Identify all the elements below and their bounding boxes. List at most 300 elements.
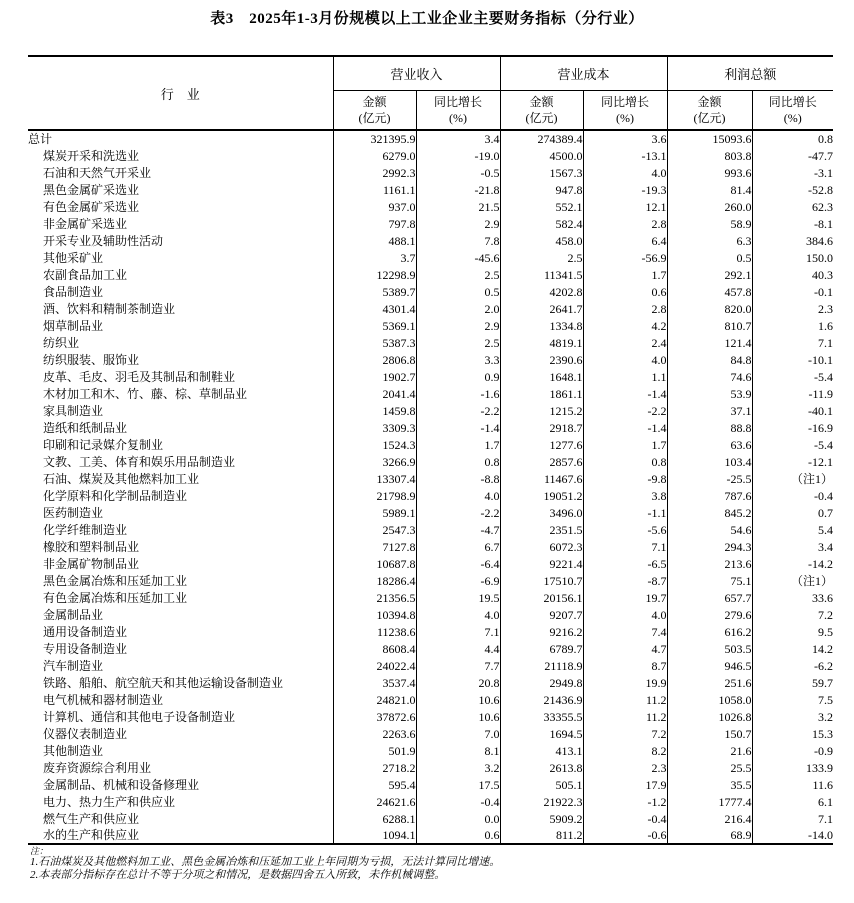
value-cell: 2.5 [416,334,500,351]
value-cell: 11341.5 [500,266,583,283]
table-row [28,249,833,266]
value-cell: 19.9 [583,674,667,691]
industry-name: 酒、饮料和精制茶制造业 [43,301,176,316]
industry-name: 通用设备制造业 [43,624,128,639]
value-cell: -3.1 [752,164,833,181]
value-cell: -2.2 [416,402,500,419]
value-cell: 582.4 [500,215,583,232]
industry-name: 纺织业 [43,335,80,350]
value-cell: -21.8 [416,181,500,198]
value-cell: 2613.8 [500,759,583,776]
value-cell: 3.3 [416,351,500,368]
group-header-total-profit: 利润总额 [667,56,833,91]
table-row [28,504,833,521]
value-cell: 294.3 [667,538,752,555]
table-header [28,56,833,130]
value-cell: -40.1 [752,402,833,419]
table-body [28,130,833,844]
value-cell: 7.5 [752,691,833,708]
value-cell: -5.4 [752,368,833,385]
value-cell: 552.1 [500,198,583,215]
growth-label: 同比增长 [768,95,817,109]
value-cell: 6.3 [667,232,752,249]
industry-name: 家具制造业 [43,403,104,418]
value-cell: -11.9 [752,385,833,402]
cost-amount-header [500,91,583,131]
industry-name: 皮革、毛皮、羽毛及其制品和制鞋业 [43,369,236,384]
value-cell: 24022.4 [333,657,416,674]
value-cell: 657.7 [667,589,752,606]
industry-name: 废弃资源综合利用业 [43,760,152,775]
table-row [28,317,833,334]
value-cell: 7.7 [416,657,500,674]
value-cell: 2041.4 [333,385,416,402]
industry-name: 烟草制品业 [43,318,104,333]
industry-name: 印刷和记录媒介复制业 [43,437,164,452]
value-cell: -16.9 [752,419,833,436]
value-cell: 3.4 [416,130,500,147]
industry-name: 木材加工和木、竹、藤、棕、草制品业 [43,386,248,401]
value-cell: 1694.5 [500,725,583,742]
value-cell: 1524.3 [333,436,416,453]
value-cell: 11.2 [583,691,667,708]
value-cell: 2.9 [416,317,500,334]
value-cell: 505.1 [500,776,583,793]
value-cell: 15093.6 [667,130,752,147]
value-cell: 7.1 [752,334,833,351]
value-cell: 17.9 [583,776,667,793]
table-row [28,181,833,198]
value-cell: 845.2 [667,504,752,521]
industry-name: 化学原料和化学制品制造业 [43,488,188,503]
value-cell: （注1） [752,470,833,487]
value-cell: 35.5 [667,776,752,793]
industry-column-header: 行 业 [28,56,333,130]
value-cell: 6072.3 [500,538,583,555]
value-cell: -0.9 [752,742,833,759]
table-row [28,793,833,810]
cost-growth-header [583,91,667,131]
value-cell: 6.1 [752,793,833,810]
value-cell: -6.2 [752,657,833,674]
value-cell: 6789.7 [500,640,583,657]
table-row [28,385,833,402]
value-cell: 40.3 [752,266,833,283]
value-cell: 10.6 [416,708,500,725]
table-row [28,215,833,232]
table-row [28,827,833,844]
value-cell: 1902.7 [333,368,416,385]
table-row [28,453,833,470]
value-cell: 213.6 [667,555,752,572]
table-row [28,776,833,793]
value-cell: 0.8 [752,130,833,147]
industry-name: 黑色金属冶炼和压延加工业 [43,573,188,588]
value-cell: 3.7 [333,249,416,266]
value-cell: 33.6 [752,589,833,606]
value-cell: 25.5 [667,759,752,776]
value-cell: 6.4 [583,232,667,249]
value-cell: -1.4 [416,419,500,436]
value-cell: 8.2 [583,742,667,759]
value-cell: 21436.9 [500,691,583,708]
value-cell: 0.7 [752,504,833,521]
value-cell: 84.8 [667,351,752,368]
table-row [28,606,833,623]
value-cell: 0.9 [416,368,500,385]
value-cell: 3266.9 [333,453,416,470]
value-cell: 0.5 [667,249,752,266]
value-cell: 3.8 [583,487,667,504]
value-cell: 9.5 [752,623,833,640]
footnotes [30,846,854,882]
value-cell: -10.1 [752,351,833,368]
value-cell: 1094.1 [333,827,416,844]
value-cell: 10394.8 [333,606,416,623]
value-cell: 993.6 [667,164,752,181]
value-cell: 21118.9 [500,657,583,674]
value-cell: 62.3 [752,198,833,215]
value-cell: 3.2 [416,759,500,776]
value-cell: -4.7 [416,521,500,538]
value-cell: 1648.1 [500,368,583,385]
value-cell: 457.8 [667,283,752,300]
value-cell: 292.1 [667,266,752,283]
value-cell: 3496.0 [500,504,583,521]
growth-unit: (%) [449,111,467,125]
table-row [28,436,833,453]
value-cell: 11467.6 [500,470,583,487]
value-cell: -1.1 [583,504,667,521]
industry-name: 仪器仪表制造业 [43,726,128,741]
value-cell: 4.7 [583,640,667,657]
value-cell: 2351.5 [500,521,583,538]
value-cell: -0.6 [583,827,667,844]
value-cell: 54.6 [667,521,752,538]
footnote-item-2: 2.本表部分指标存在总计不等于分项之和情况，是数据四舍五入所致，未作机械调整。 [30,869,446,881]
table-row [28,419,833,436]
value-cell: 1215.2 [500,402,583,419]
footnotes-label: 注： [30,846,49,856]
value-cell: 2.5 [416,266,500,283]
amount-unit: (亿元) [358,111,391,125]
footnote-item-1: 1.石油煤炭及其他燃料加工业、黑色金属冶炼和压延加工业上年同期为亏损，无法计算同比增速。 [30,856,501,868]
value-cell: -6.4 [416,555,500,572]
value-cell: 2.3 [583,759,667,776]
group-header-operating-revenue: 营业收入 [333,56,500,91]
industry-name: 有色金属冶炼和压延加工业 [43,590,188,605]
financial-indicators-table [28,55,833,845]
value-cell: （注1） [752,572,833,589]
table-row [28,198,833,215]
value-cell: 15.3 [752,725,833,742]
value-cell: 797.8 [333,215,416,232]
revenue-amount-header [333,91,416,131]
value-cell: 1459.8 [333,402,416,419]
value-cell: 4.2 [583,317,667,334]
value-cell: 3309.3 [333,419,416,436]
industry-name: 金属制品业 [43,607,104,622]
value-cell: 2641.7 [500,300,583,317]
growth-unit: (%) [783,111,802,125]
value-cell: 53.9 [667,385,752,402]
value-cell: 4.0 [416,487,500,504]
value-cell: 260.0 [667,198,752,215]
value-cell: 501.9 [333,742,416,759]
value-cell: 2263.6 [333,725,416,742]
industry-name: 铁路、船舶、航空航天和其他运输设备制造业 [43,675,284,690]
revenue-growth-header [416,91,500,131]
value-cell: 7.2 [752,606,833,623]
amount-unit: (亿元) [693,111,726,125]
table-row [28,640,833,657]
value-cell: 2.3 [752,300,833,317]
value-cell: 1.7 [416,436,500,453]
value-cell: 0.8 [416,453,500,470]
value-cell: 2390.6 [500,351,583,368]
value-cell: 2547.3 [333,521,416,538]
value-cell: -1.4 [583,419,667,436]
value-cell: -47.7 [752,147,833,164]
industry-name: 电气机械和器材制造业 [43,692,164,707]
value-cell: 5909.2 [500,810,583,827]
value-cell: 1777.4 [667,793,752,810]
value-cell: -13.1 [583,147,667,164]
value-cell: 7.0 [416,725,500,742]
value-cell: 820.0 [667,300,752,317]
value-cell: 1058.0 [667,691,752,708]
value-cell: 12.1 [583,198,667,215]
value-cell: 274389.4 [500,130,583,147]
value-cell: 2918.7 [500,419,583,436]
value-cell: 4202.8 [500,283,583,300]
value-cell: -2.2 [583,402,667,419]
value-cell: -52.8 [752,181,833,198]
value-cell: 3.4 [752,538,833,555]
value-cell: 2857.6 [500,453,583,470]
value-cell: 1.7 [583,436,667,453]
value-cell: 150.0 [752,249,833,266]
value-cell: 59.7 [752,674,833,691]
industry-name: 非金属矿物制品业 [43,556,140,571]
value-cell: 58.9 [667,215,752,232]
value-cell: 2806.8 [333,351,416,368]
value-cell: 1.6 [752,317,833,334]
value-cell: 1.7 [583,266,667,283]
table-row [28,623,833,640]
industry-name: 食品制造业 [43,284,104,299]
table-row [28,300,833,317]
value-cell: 133.9 [752,759,833,776]
value-cell: -12.1 [752,453,833,470]
value-cell: 11238.6 [333,623,416,640]
table-row [28,555,833,572]
value-cell: 9207.7 [500,606,583,623]
value-cell: 4500.0 [500,147,583,164]
industry-name: 开采专业及辅助性活动 [43,233,164,248]
value-cell: 13307.4 [333,470,416,487]
value-cell: 75.1 [667,572,752,589]
growth-label: 同比增长 [601,95,650,109]
value-cell: 81.4 [667,181,752,198]
value-cell: 1861.1 [500,385,583,402]
amount-label: 金额 [529,95,554,109]
value-cell: 68.9 [667,827,752,844]
industry-name: 煤炭开采和洗选业 [43,148,140,163]
table-row [28,674,833,691]
value-cell: 20156.1 [500,589,583,606]
industry-name: 造纸和纸制品业 [43,420,128,435]
value-cell: -1.6 [416,385,500,402]
industry-name: 计算机、通信和其他电子设备制造业 [43,709,236,724]
table-row [28,708,833,725]
value-cell: 21798.9 [333,487,416,504]
industry-name: 其他制造业 [43,743,104,758]
value-cell: 279.6 [667,606,752,623]
value-cell: 7127.8 [333,538,416,555]
table-row [28,164,833,181]
value-cell: 810.7 [667,317,752,334]
value-cell: 21356.5 [333,589,416,606]
industry-name: 农副食品加工业 [43,267,128,282]
value-cell: 10.6 [416,691,500,708]
value-cell: 63.6 [667,436,752,453]
value-cell: -0.4 [416,793,500,810]
value-cell: -0.5 [416,164,500,181]
value-cell: -8.1 [752,215,833,232]
value-cell: 10687.8 [333,555,416,572]
value-cell: 150.7 [667,725,752,742]
value-cell: -0.1 [752,283,833,300]
industry-name: 文教、工美、体育和娱乐用品制造业 [43,454,236,469]
value-cell: 5387.3 [333,334,416,351]
value-cell: 803.8 [667,147,752,164]
value-cell: -0.4 [752,487,833,504]
table-row [28,725,833,742]
value-cell: 7.1 [752,810,833,827]
value-cell: -0.4 [583,810,667,827]
value-cell: 1026.8 [667,708,752,725]
value-cell: 488.1 [333,232,416,249]
value-cell: 5989.1 [333,504,416,521]
value-cell: 4.0 [583,606,667,623]
group-header-operating-cost: 营业成本 [500,56,667,91]
value-cell: 4.0 [583,351,667,368]
value-cell: 2.0 [416,300,500,317]
industry-name: 化学纤维制造业 [43,522,128,537]
value-cell: 6279.0 [333,147,416,164]
table-row [28,691,833,708]
value-cell: 6.7 [416,538,500,555]
table-row [28,351,833,368]
value-cell: 595.4 [333,776,416,793]
value-cell: 21.5 [416,198,500,215]
value-cell: 4301.4 [333,300,416,317]
value-cell: 2.5 [500,249,583,266]
value-cell: 2949.8 [500,674,583,691]
value-cell: 7.8 [416,232,500,249]
table-row [28,487,833,504]
value-cell: -6.9 [416,572,500,589]
table-row [28,759,833,776]
value-cell: 5.4 [752,521,833,538]
table-row [28,232,833,249]
industry-name: 汽车制造业 [43,658,104,673]
industry-name: 石油、煤炭及其他燃料加工业 [43,471,200,486]
value-cell: 37872.6 [333,708,416,725]
value-cell: 17510.7 [500,572,583,589]
value-cell: 18286.4 [333,572,416,589]
table-row [28,572,833,589]
value-cell: 7.2 [583,725,667,742]
table-row [28,334,833,351]
value-cell: 251.6 [667,674,752,691]
value-cell: 12298.9 [333,266,416,283]
value-cell: -25.5 [667,470,752,487]
value-cell: 8.1 [416,742,500,759]
value-cell: -8.7 [583,572,667,589]
industry-name: 纺织服装、服饰业 [43,352,140,367]
value-cell: 7.1 [583,538,667,555]
industry-name: 黑色金属矿采选业 [43,182,140,197]
value-cell: -1.2 [583,793,667,810]
value-cell: -19.3 [583,181,667,198]
value-cell: 0.5 [416,283,500,300]
industry-name: 有色金属矿采选业 [43,199,140,214]
value-cell: 4819.1 [500,334,583,351]
value-cell: 21.6 [667,742,752,759]
value-cell: 11.6 [752,776,833,793]
value-cell: 4.4 [416,640,500,657]
value-cell: 3537.4 [333,674,416,691]
value-cell: -14.2 [752,555,833,572]
value-cell: 9221.4 [500,555,583,572]
growth-label: 同比增长 [434,95,483,109]
value-cell: 1334.8 [500,317,583,334]
table-row [28,810,833,827]
value-cell: 1567.3 [500,164,583,181]
page-title: 表3 2025年1-3月份规模以上工业企业主要财务指标（分行业） [210,11,644,27]
value-cell: 9216.2 [500,623,583,640]
value-cell: 216.4 [667,810,752,827]
value-cell: 8608.4 [333,640,416,657]
value-cell: 937.0 [333,198,416,215]
industry-name: 电力、热力生产和供应业 [43,794,176,809]
value-cell: 1161.1 [333,181,416,198]
value-cell: 946.5 [667,657,752,674]
growth-unit: (%) [616,111,635,125]
value-cell: -14.0 [752,827,833,844]
value-cell: -2.2 [416,504,500,521]
value-cell: 19051.2 [500,487,583,504]
value-cell: 616.2 [667,623,752,640]
value-cell: 88.8 [667,419,752,436]
industry-name: 其他采矿业 [43,250,104,265]
industry-name: 石油和天然气开采业 [43,165,152,180]
value-cell: 503.5 [667,640,752,657]
value-cell: 7.4 [583,623,667,640]
value-cell: 8.7 [583,657,667,674]
value-cell: 33355.5 [500,708,583,725]
table-row [28,147,833,164]
value-cell: 1.1 [583,368,667,385]
value-cell: 17.5 [416,776,500,793]
value-cell: 11.2 [583,708,667,725]
value-cell: 2992.3 [333,164,416,181]
amount-label: 金额 [697,95,722,109]
value-cell: 21922.3 [500,793,583,810]
value-cell: 787.6 [667,487,752,504]
